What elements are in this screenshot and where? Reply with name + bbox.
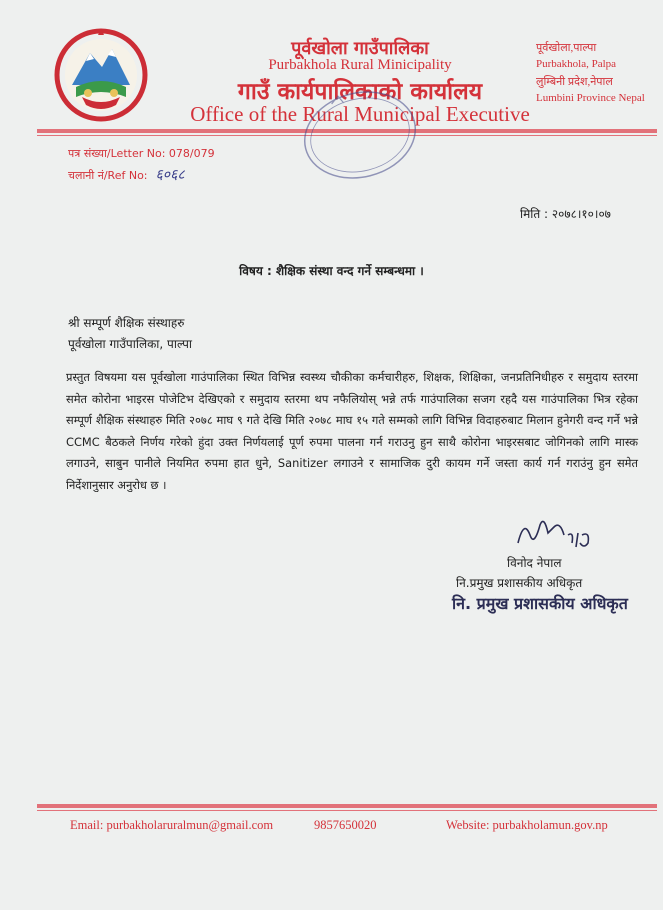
header-right-en-2: Lumbini Province Nepal [536, 92, 645, 104]
addressee-line-1: श्री सम्पूर्ण शैक्षिक संस्थाहरु [68, 316, 185, 330]
footer-divider [37, 804, 657, 808]
signatory-name: विनोद नेपाल [507, 556, 562, 570]
header-office-np: गाउँ कार्यपालिकाको कार्यालय [237, 78, 483, 105]
addressee-line-2: पूर्वखोला गाउँपालिका, पाल्पा [68, 337, 193, 351]
header-right-np-1: पूर्वखोला,पाल्पा [536, 42, 597, 54]
footer-website: Website: purbakholamun.gov.np [446, 818, 608, 832]
nepal-emblem-logo [52, 27, 150, 123]
letter-number-line [68, 146, 215, 161]
letter-number-value: 078/079 [168, 147, 215, 160]
letter-date: मिति : २०७८।१०।०७ [520, 207, 611, 221]
footer-divider-thin [37, 810, 657, 811]
signatory-rubber-stamp: नि. प्रमुख प्रशासकीय अधिकृत [452, 594, 628, 613]
footer-email: Email: purbakholaruralmun@gmail.com [70, 818, 274, 832]
header-title-en: Purbakhola Rural Minicipality [268, 57, 452, 73]
office-seal-stamp [300, 88, 420, 183]
header-right-np-2: लुम्बिनी प्रदेश,नेपाल [536, 76, 613, 88]
letter-number-label: पत्र संख्या/Letter No: [68, 147, 166, 160]
header-title-np: पूर्वखोला गाउँपालिका [291, 38, 429, 59]
ref-number-line [68, 165, 185, 184]
header-office-en: Office of the Rural Municipal Executive [190, 102, 530, 126]
handwritten-signature [510, 513, 600, 553]
ref-number-value: ६०६८ [155, 167, 185, 183]
letter-body: प्रस्तुत विषयमा यस पूर्वखोला गाउंपालिका स्थित विभिन्न स्वस्थ्य चौकीका कर्मचारीहरु, शिक्षक, शिक्षिका, जनप्रतिनिधीहरु र समुदाय स्तरमा समेत कोरोना भाइरस पोजेटिभ देखिएको र समुदाय स्तरमा थप नफैलियोस् भन्ने तर्फ गाउंपालिका सजग रहदै यस गाउंपालिका भित्र रहेका सम्पूर्ण शैक्षिक संस्थाहरु मिति २०७८ माघ ९ गते देखि मिति २०७८ माघ १५ गते सम्मको लागि विभिन्न विदाहरुबाट मिलान हुनेगरी वन्द गर्ने भन्ने CCMC बैठकले निर्णय गरेको हुंदा उक्त निर्णयलाई पूर्ण रुपमा पालना गर्न गराउनु हुन साथै कोरोना भाइरसबाट जोगिनको लागि मास्क लगाउने, साबुन पानीले नियमित रुपमा हात धुने, Sanitizer लगाउने र सामाजिक दुरी कायम गर्ने जस्ता कार्य गर्न गराउंनु हुन समेत निर्देशानुसार अनुरोध छ । [66, 370, 638, 492]
letter-subject: विषय : शैक्षिक संस्था वन्द गर्ने सम्बन्धमा । [239, 264, 424, 278]
header-right-en-1: Purbakhola, Palpa [536, 58, 617, 70]
footer-phone: 9857650020 [314, 818, 377, 832]
signatory-title: नि.प्रमुख प्रशासकीय अधिकृत [456, 576, 583, 590]
ref-number-label: चलानी नं/Ref No: [68, 169, 148, 182]
